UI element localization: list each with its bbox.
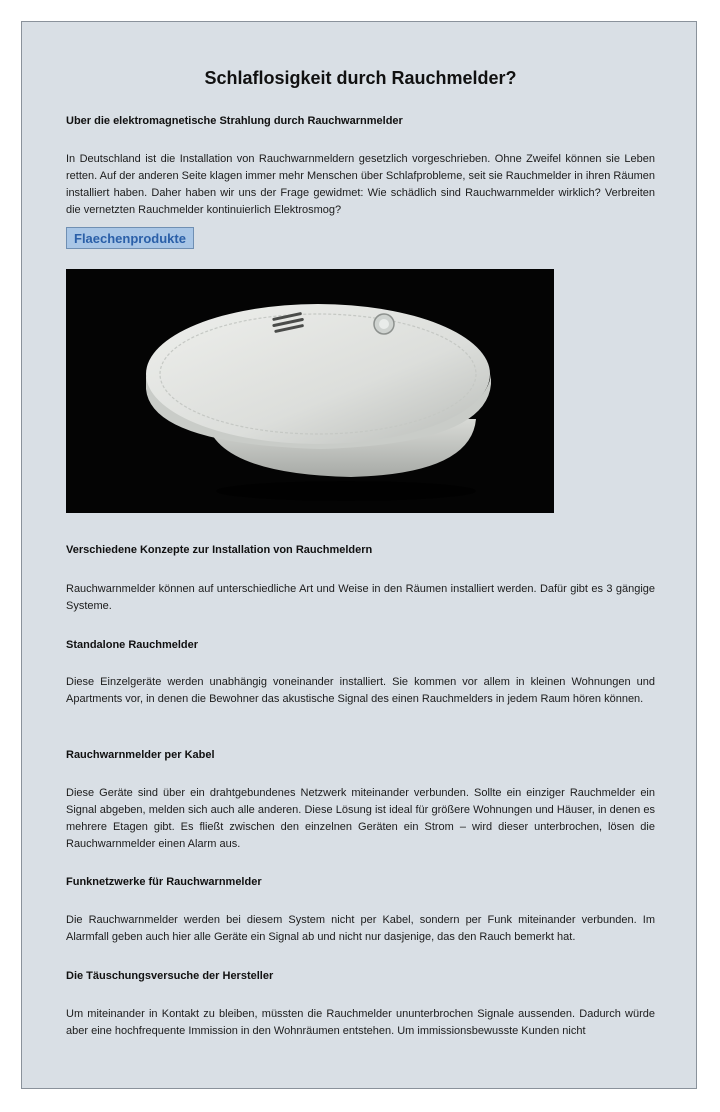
section-heading-taeuschung: Die Täuschungsversuche der Hersteller <box>66 970 274 982</box>
section-heading-standalone: Standalone Rauchmelder <box>66 639 199 651</box>
subtitle-heading: Uber die elektromagnetische Strahlung durch Rauchwarnmelder <box>66 115 403 127</box>
section-text-kabel: Diese Geräte sind über ein drahtgebundenes Netzwerk miteinander verbunden. Sollte ein einziger Rauchmelder ein Signal abgeben, melden sich auch alle anderen. Diese Lösung ist ideal für größere Wohnungen und Häuser, in denen es mehrere Etagen gibt. Es fließt zwischen den einzelnen Geräten ein Strom – wird dieser unterbrochen, lösen die Rauchwarnmelder einen Alarm aus. <box>66 787 655 850</box>
section-heading-kabel: Rauchwarnmelder per Kabel <box>66 749 215 761</box>
section-text-taeuschung: Um miteinander in Kontakt zu bleiben, müssten die Rauchmelder ununterbrochen Signale aussenden. Dadurch würde aber eine hochfrequente Immission in den Wohnräumen entstehen. Um immissionsbewusste Kunden nicht <box>66 1008 655 1037</box>
page-title: Schlaflosigkeit durch Rauchmelder? <box>204 68 517 88</box>
intro-paragraph: In Deutschland ist die Installation von Rauchwarnmeldern gesetzlich vorgeschrieben. Ohne Zweifel können sie Leben retten. Auf der anderen Seite klagen immer mehr Menschen über Schlafprobleme, seit sie Rauchmelder in ihren Räumen installiert haben. Daher haben wir uns der Frage gewidmet: Wie schädlich sind Rauchwarnmelder wirklich? Verbreiten die vernetzten Rauchmelder kontinuierlich Elektrosmog? <box>66 153 655 216</box>
section-text-funk: Die Rauchwarnmelder werden bei diesem System nicht per Kabel, sondern per Funk miteinander verbunden. Im Alarmfall geben auch hier alle Geräte ein Signal ab und nicht nur dasjenige, das den Rauch bemerkt hat. <box>66 914 655 943</box>
link-button-wrap <box>66 227 194 249</box>
document-page <box>21 21 697 1089</box>
section-heading-konzepte: Verschiedene Konzepte zur Installation von Rauchmeldern <box>66 544 373 556</box>
smoke-detector-icon <box>66 269 554 513</box>
flaechenprodukte-link-button[interactable]: Flaechenprodukte <box>66 227 194 249</box>
smoke-detector-photo <box>66 269 554 513</box>
section-text-standalone: Diese Einzelgeräte werden unabhängig voneinander installiert. Sie kommen vor allem in kleinen Wohnungen und Apartments vor, in denen die Bewohner das akustische Signal des einen Rauchmelders in jedem Raum hören können. <box>66 676 655 705</box>
section-heading-funk: Funknetzwerke für Rauchwarnmelder <box>66 876 262 888</box>
section-text-konzepte: Rauchwarnmelder können auf unterschiedliche Art und Weise in den Räumen installiert werden. Dafür gibt es 3 gängige Systeme. <box>66 583 655 612</box>
